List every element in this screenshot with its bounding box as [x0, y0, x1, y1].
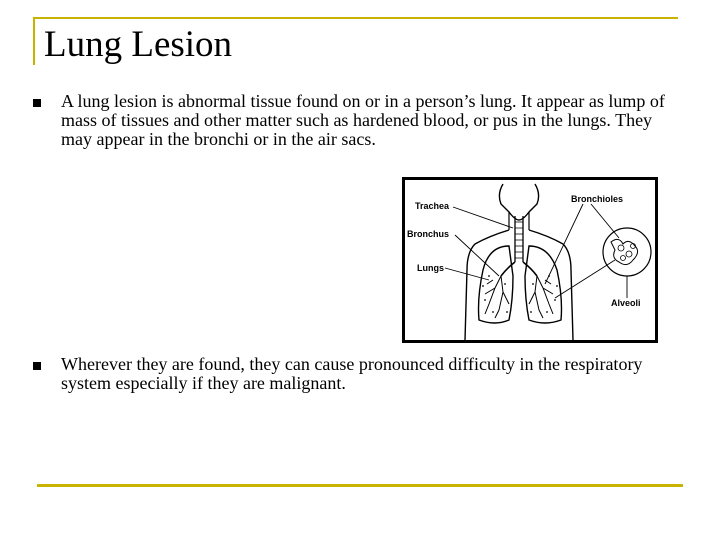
- bullet-marker-1: [33, 99, 41, 107]
- bullet-text-1: A lung lesion is abnormal tissue found on or in a person’s lung. It appear as lump of mass of tissues and other matter such as hardened blood, or pus in the lungs. They may appear in the bronchi or in the air sacs.: [61, 91, 665, 149]
- label-alveoli: Alveoli: [611, 298, 641, 308]
- label-trachea: Trachea: [415, 201, 450, 211]
- bottom-rule: [37, 484, 683, 487]
- bullet-marker-2: [33, 362, 41, 370]
- label-lungs: Lungs: [417, 263, 444, 273]
- title-frame-left-rule: [33, 17, 35, 65]
- slide-title: Lung Lesion: [44, 24, 233, 65]
- label-bronchus: Bronchus: [407, 229, 450, 239]
- label-bronchioles: Bronchioles: [571, 194, 624, 204]
- bullet-text-2: Wherever they are found, they can cause pronounced difficulty in the respiratory system especially if they are malignant.: [61, 354, 643, 393]
- title-frame-top-rule: [33, 17, 678, 19]
- lung-anatomy-figure: [402, 177, 658, 343]
